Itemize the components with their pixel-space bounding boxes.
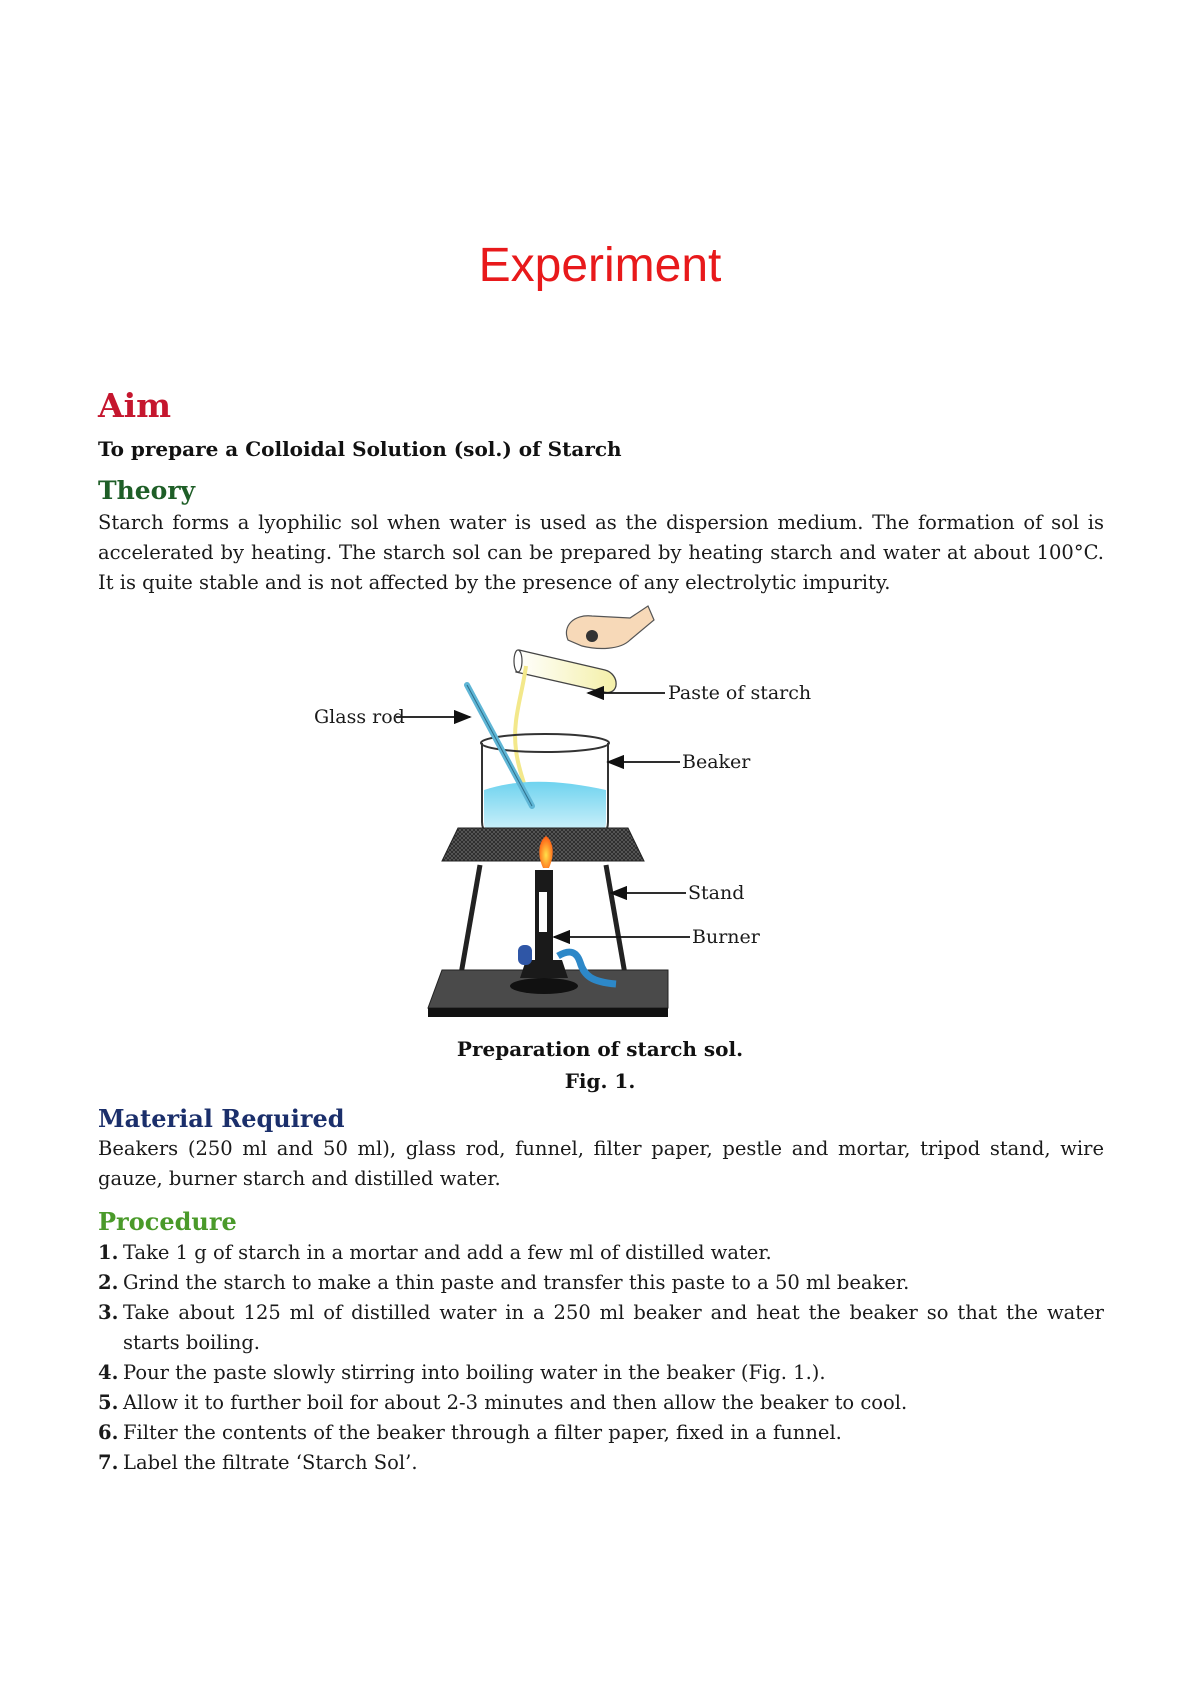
label-beaker: Beaker [682,751,751,773]
procedure-step [98,1388,1104,1418]
label-stand: Stand [688,882,745,904]
procedure-step [98,1268,1104,1298]
materials-heading: Material Required [98,1104,345,1133]
procedure-step [98,1448,1104,1478]
procedure-step [98,1298,1104,1358]
step-number: 6. [98,1421,119,1444]
step-text: Pour the paste slowly stirring into boiling water in the beaker (Fig. 1.). [123,1361,826,1384]
test-tube-icon [514,650,616,692]
step-text: Take about 125 ml of distilled water in a 250 ml beaker and heat the beaker so that the water starts boiling. [123,1301,1104,1354]
aim-heading: Aim [98,386,172,425]
figure-number: Fig. 1. [564,1069,636,1093]
step-text: Label the filtrate ‘Starch Sol’. [123,1451,418,1474]
procedure-step [98,1238,1104,1268]
step-text: Allow it to further boil for about 2-3 minutes and then allow the beaker to cool. [123,1391,908,1414]
procedure-heading: Procedure [98,1207,237,1236]
step-text: Grind the starch to make a thin paste and transfer this paste to a 50 ml beaker. [123,1271,910,1294]
step-number: 4. [98,1361,119,1384]
figure-caption: Preparation of starch sol. [456,1037,744,1061]
step-number: 5. [98,1391,119,1414]
procedure-list [98,1238,1104,1478]
theory-heading: Theory [98,476,196,505]
step-text: Filter the contents of the beaker through a filter paper, fixed in a funnel. [123,1421,842,1444]
materials-paragraph: Beakers (250 ml and 50 ml), glass rod, funnel, filter paper, pestle and mortar, tripod stand, wire gauze, burner starch and distilled water. [98,1137,1104,1190]
label-paste-of-starch: Paste of starch [668,682,812,704]
aim-text: To prepare a Colloidal Solution (sol.) of Starch [98,437,622,461]
procedure-step [98,1358,1104,1388]
step-text: Take 1 g of starch in a mortar and add a few ml of distilled water. [123,1241,772,1264]
step-number: 7. [98,1451,119,1474]
procedure-step [98,1418,1104,1448]
label-burner: Burner [692,926,760,948]
hand-icon [566,606,654,648]
starch-sol-apparatus-figure [314,600,890,1032]
step-number: 1. [98,1241,119,1264]
step-number: 2. [98,1271,119,1294]
step-number: 3. [98,1301,119,1324]
theory-paragraph: Starch forms a lyophilic sol when water is used as the dispersion medium. The formation of sol is accelerated by heating. The starch sol can be prepared by heating starch and water at about 100°C. It is quite stable and is not affected by the presence of any electrolytic impurity. [98,511,1104,594]
page-title: Experiment [478,239,722,292]
apparatus-diagram [314,600,890,1032]
label-glass-rod: Glass rod [314,706,405,728]
